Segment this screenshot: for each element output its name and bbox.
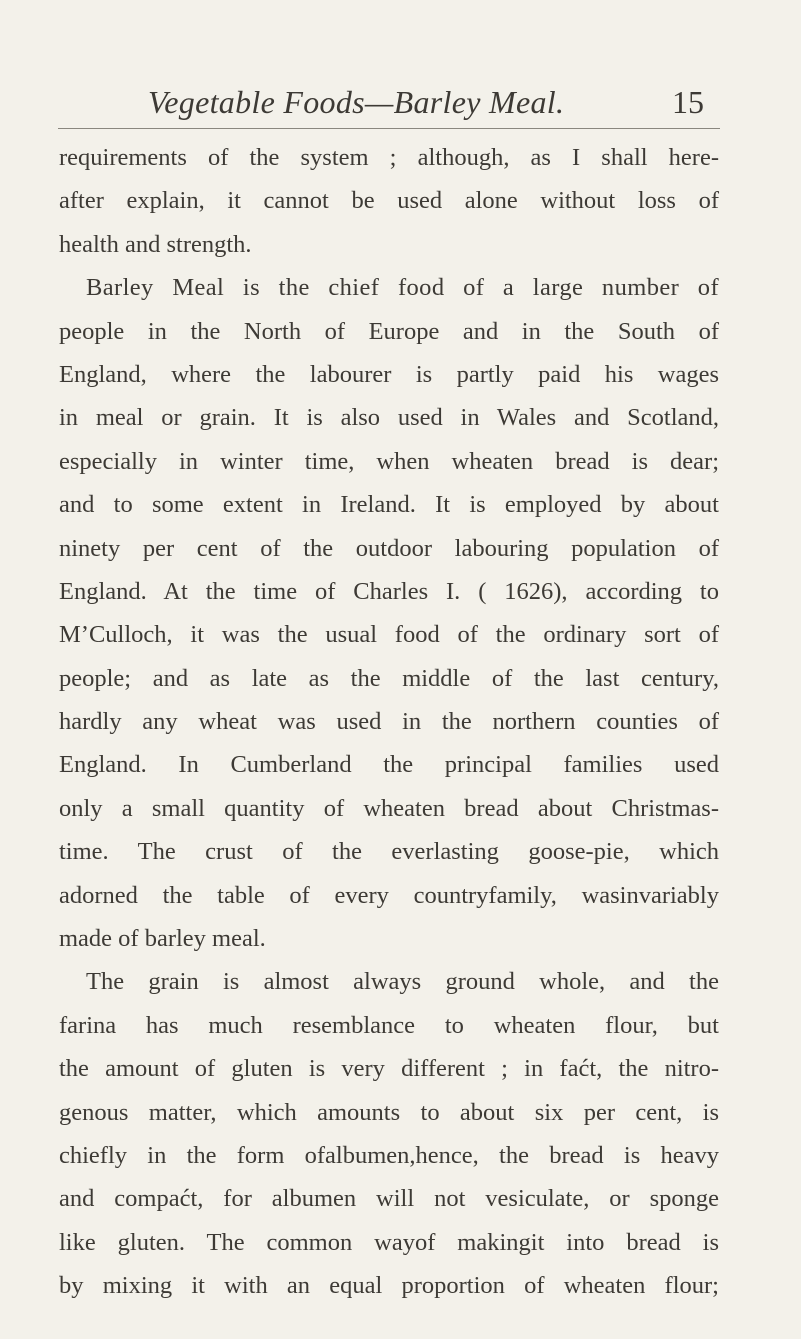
text-line: requirements of the system ; although, as I shall here- [59, 144, 719, 171]
text-line: England. In Cumberland the principal families used [59, 751, 719, 779]
running-title: Vegetable Foods—Barley Meal. [148, 84, 565, 120]
text-line: in meal or grain. It is also used in Wales and Scotland, [59, 404, 719, 432]
body-text [59, 136, 719, 1308]
text-line: Barley Meal is the chief food of a large number of [86, 274, 719, 302]
text-line: The grain is almost always ground whole, and the [86, 968, 719, 996]
page-number: 15 [672, 84, 704, 120]
header-rule [58, 128, 720, 129]
text-line: and to some extent in Ireland. It is employed by about [59, 491, 719, 519]
text-line: England. At the time of Charles I. ( 1626), according to [59, 577, 719, 605]
text-line: genous matter, which amounts to about six per cent, is [59, 1098, 719, 1126]
text-line: people in the North of Europe and in the South of [59, 317, 719, 345]
text-line: made of barley meal. [59, 925, 266, 953]
text-line: and compaćt, for albumen will not vesiculate, or sponge [59, 1185, 719, 1213]
text-line: by mixing it with an equal proportion of wheaten flour; [59, 1272, 719, 1300]
text-line: only a small quantity of wheaten bread about Christmas- [59, 794, 719, 822]
text-line: people; and as late as the middle of the last century, [59, 664, 719, 692]
text-line: adorned the table of every countryfamily, wasinvariably [59, 881, 719, 909]
text-line: like gluten. The common wayof makingit into bread is [59, 1228, 719, 1256]
text-line: health and strength. [59, 230, 252, 258]
text-line: England, where the labourer is partly paid his wages [59, 360, 719, 388]
text-line: chiefly in the form ofalbumen,hence, the bread is heavy [59, 1141, 719, 1169]
text-line: M’Culloch, it was the usual food of the ordinary sort of [59, 621, 719, 649]
text-line: farina has much resemblance to wheaten flour, but [59, 1011, 719, 1039]
running-head [148, 80, 708, 124]
text-line: especially in winter time, when wheaten bread is dear; [59, 447, 719, 475]
text-line: hardly any wheat was used in the northern counties of [59, 708, 719, 736]
text-line: ninety per cent of the outdoor labouring population of [59, 534, 719, 562]
text-line: after explain, it cannot be used alone without loss of [59, 187, 719, 215]
text-line: time. The crust of the everlasting goose-pie, which [59, 838, 719, 866]
text-line: the amount of gluten is very different ; in faćt, the nitro- [59, 1055, 719, 1083]
